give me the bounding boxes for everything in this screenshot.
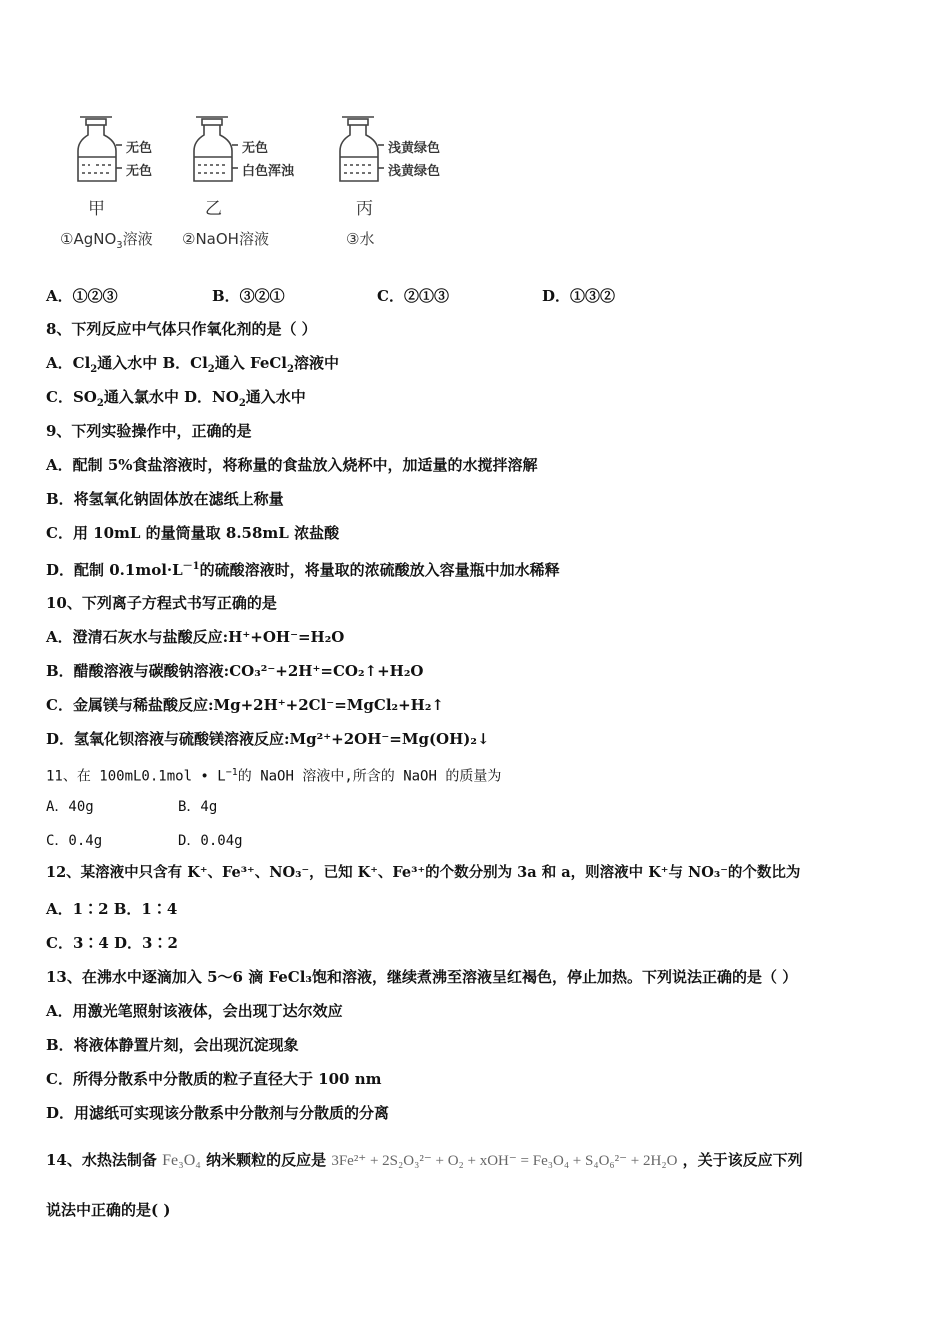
q13-option-a: A．用激光笔照射该液体，会出现丁达尔效应 xyxy=(46,1002,343,1020)
q11-option-d: D．0.04g xyxy=(178,833,243,849)
q10-stem: 10、下列离子方程式书写正确的是 xyxy=(46,594,277,612)
q13-option-c: C．所得分散系中分散质的粒子直径大于 100 nm xyxy=(46,1070,382,1088)
q11-option-b: B．4g xyxy=(178,799,218,815)
q8-c-part1: C．SO xyxy=(46,388,97,406)
q14-part1: 14、水热法制备 xyxy=(46,1151,157,1169)
q8-sub: 2 xyxy=(96,398,104,409)
q9-d-part1: D．配制 0.1mol·L xyxy=(46,561,183,579)
bottle1-bottom-label: 无色 xyxy=(126,164,153,179)
q9-d-sup: －1 xyxy=(182,561,200,572)
q14-stem-line2: 说法中正确的是( ) xyxy=(46,1201,171,1219)
bottle-jia xyxy=(78,117,122,181)
q10-option-d: D．氢氧化钡溶液与硫酸镁溶液反应:Mg²⁺+2OH⁻=Mg(OH)₂↓ xyxy=(46,730,490,748)
q11-option-a: A．40g xyxy=(46,799,94,815)
q14-formula-fe3o4: Fe₃O₄ xyxy=(162,1152,201,1169)
q8-a-part2: 通入水中 B．Cl xyxy=(97,354,208,372)
q9-d-part2: 的硫酸溶液时，将量取的浓硫酸放入容量瓶中加水稀释 xyxy=(199,561,560,579)
bottle1-name: 甲 xyxy=(88,199,105,219)
q8-a-part1: A．Cl xyxy=(46,354,91,372)
bottle-bing xyxy=(340,117,384,181)
q10-option-a: A．澄清石灰水与盐酸反应:H⁺+OH⁻=H₂O xyxy=(46,628,345,646)
q14-part3: ，关于该反应下列 xyxy=(682,1151,803,1169)
q7-option-a: A．①②③ xyxy=(46,287,118,305)
bottle1-reagent xyxy=(60,228,153,251)
q13-option-b: B．将液体静置片刻，会出现沉淀现象 xyxy=(46,1036,299,1054)
bottles-drawing xyxy=(60,105,540,305)
bottle-yi xyxy=(194,117,238,181)
bottle3-bottom-label: 浅黄绿色 xyxy=(388,164,441,179)
q8-stem: 8、下列反应中气体只作氧化剂的是（ ） xyxy=(46,320,317,338)
q8-options-cd xyxy=(46,387,306,414)
bottle2-bottom-label: 白色浑浊 xyxy=(242,164,295,179)
bottle1-top-label: 无色 xyxy=(126,141,153,156)
q11-stem-sup: −1 xyxy=(225,767,238,778)
q11-stem xyxy=(46,763,501,787)
q11-stem-part2: 的 NaOH 溶液中,所含的 NaOH 的质量为 xyxy=(237,768,502,785)
q9-stem: 9、下列实验操作中，正确的是 xyxy=(46,422,252,440)
q7-option-d: D．①③② xyxy=(542,287,616,305)
q8-c-part2: 通入氯水中 D．NO xyxy=(103,388,239,406)
q10-option-b: B．醋酸溶液与碳酸钠溶液:CO₃²⁻+2H⁺=CO₂↑+H₂O xyxy=(46,662,424,680)
q7-option-b: B．③②① xyxy=(212,287,285,305)
q9-option-d xyxy=(46,557,560,580)
bottle2-name: 乙 xyxy=(205,199,222,219)
q10-option-c: C．金属镁与稀盐酸反应:Mg+2H⁺+2Cl⁻=MgCl₂+H₂↑ xyxy=(46,696,444,714)
q9-option-b: B．将氢氧化钠固体放在滤纸上称量 xyxy=(46,490,284,508)
bottle3-reagent: ③水 xyxy=(346,230,375,248)
q7-option-c: C．②①③ xyxy=(377,287,449,305)
q13-option-d: D．用滤纸可实现该分散系中分散剂与分散质的分离 xyxy=(46,1104,390,1122)
q8-b-part2: 溶液中 xyxy=(293,354,339,372)
q13-stem: 13、在沸水中逐滴加入 5～6 滴 FeCl₃饱和溶液，继续煮沸至溶液呈红褐色，停止加热。下列说法正确的是（ ） xyxy=(46,968,798,986)
q8-options-ab xyxy=(46,353,339,380)
q12-stem: 12、某溶液中只含有 K⁺、Fe³⁺、NO₃⁻，已知 K⁺、Fe³⁺的个数分别为 3a 和 a，则溶液中 K⁺与 NO₃⁻的个数比为 xyxy=(46,864,801,881)
bottle1-reagent-sub: 3 xyxy=(116,240,123,251)
bottle3-name: 丙 xyxy=(356,199,373,219)
q11-stem-part1: 11、在 100mL0.1mol • L xyxy=(46,768,226,785)
bottle3-top-label: 浅黄绿色 xyxy=(388,141,441,156)
q12-options-cd: C．3∶4 D．3∶2 xyxy=(46,934,178,952)
bottle2-top-label: 无色 xyxy=(242,141,269,156)
q8-sub: 2 xyxy=(287,364,294,375)
q14-stem xyxy=(46,1150,803,1171)
q8-sub: 2 xyxy=(90,364,98,375)
q8-d-part: 通入水中 xyxy=(245,388,306,406)
q9-option-c: C．用 10mL 的量筒量取 8.58mL 浓盐酸 xyxy=(46,524,340,542)
bottle2-reagent: ②NaOH溶液 xyxy=(182,230,269,248)
q9-option-a: A．配制 5%食盐溶液时，将称量的食盐放入烧杯中，加适量的水搅拌溶解 xyxy=(46,456,538,474)
q11-option-c: C．0.4g xyxy=(46,833,103,849)
q8-b-part1: 通入 FeCl xyxy=(214,354,287,372)
q12-options-ab: A．1∶2 B．1∶4 xyxy=(46,900,178,918)
q14-part2: 纳米颗粒的反应是 xyxy=(206,1151,327,1169)
q8-sub: 2 xyxy=(207,364,215,375)
bottle1-reagent-prefix: ①AgNO xyxy=(60,230,117,248)
q14-equation: 3Fe²⁺ + 2S₂O₃²⁻ + O₂ + xOH⁻ = Fe₃O₄ + S₄O₆²⁻ + 2H₂O xyxy=(331,1153,678,1169)
q8-sub: 2 xyxy=(238,398,246,409)
bottle1-reagent-suffix: 溶液 xyxy=(122,230,153,248)
